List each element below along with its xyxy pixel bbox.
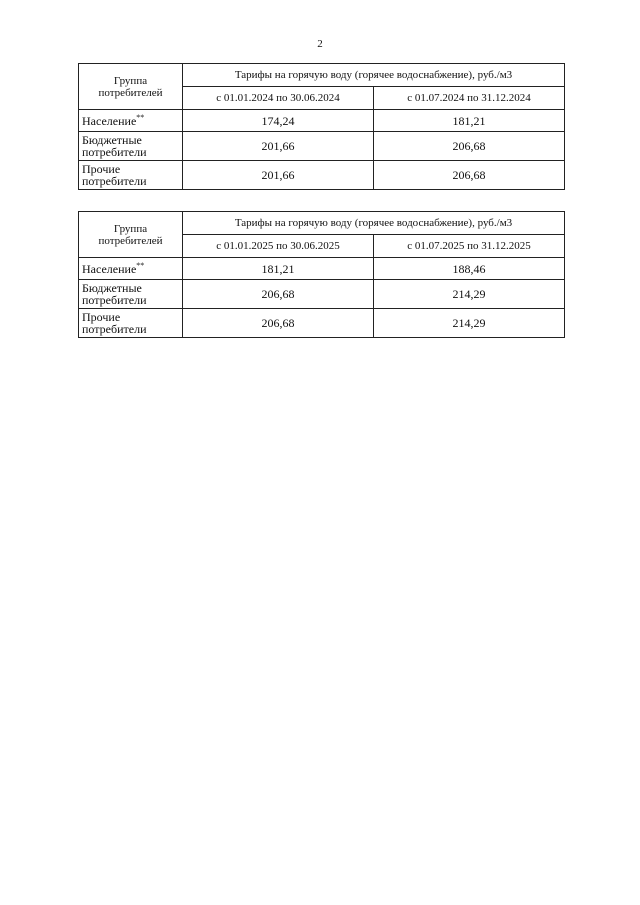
row-label: Прочие потребители (79, 161, 183, 190)
row-label: Население** (79, 110, 183, 132)
row-label: Бюджетные потребители (79, 280, 183, 309)
group-header-cell (79, 64, 183, 110)
group-header-line: потребителей (98, 234, 163, 247)
tariff-value: 201,66 (183, 161, 374, 190)
group-header-cell (79, 212, 183, 258)
table-row (79, 161, 565, 190)
table-row (79, 132, 565, 161)
tariff-table-2025 (78, 211, 565, 338)
tariff-value: 206,68 (374, 161, 565, 190)
tariff-header: Тарифы на горячую воду (горячее водоснабжение), руб./м3 (183, 64, 565, 87)
row-label: Прочие потребители (79, 309, 183, 338)
period-header: с 01.01.2024 по 30.06.2024 (183, 87, 374, 110)
tariff-value: 201,66 (183, 132, 374, 161)
table-row (79, 309, 565, 338)
tariff-value: 206,68 (374, 132, 565, 161)
period-header: с 01.01.2025 по 30.06.2025 (183, 235, 374, 258)
footnote-mark: ** (136, 260, 145, 270)
period-header: с 01.07.2024 по 31.12.2024 (374, 87, 565, 110)
tariff-table-2024 (78, 63, 565, 190)
tariff-value: 214,29 (374, 280, 565, 309)
tariff-value: 188,46 (374, 258, 565, 280)
group-header-line: Группа (113, 74, 148, 87)
row-label: Население** (79, 258, 183, 280)
group-header-line: Группа (113, 222, 148, 235)
tariff-value: 214,29 (374, 309, 565, 338)
group-header-line: потребителей (98, 86, 163, 99)
row-label: Бюджетные потребители (79, 132, 183, 161)
footnote-mark: ** (136, 112, 145, 122)
tariff-value: 181,21 (374, 110, 565, 132)
page-number: 2 (317, 38, 323, 50)
table-row (79, 280, 565, 309)
tariff-value: 174,24 (183, 110, 374, 132)
tariff-value: 181,21 (183, 258, 374, 280)
period-header: с 01.07.2025 по 31.12.2025 (374, 235, 565, 258)
tariff-value: 206,68 (183, 309, 374, 338)
tariff-value: 206,68 (183, 280, 374, 309)
tariff-header: Тарифы на горячую воду (горячее водоснабжение), руб./м3 (183, 212, 565, 235)
table-row (79, 258, 565, 280)
table-row (79, 110, 565, 132)
